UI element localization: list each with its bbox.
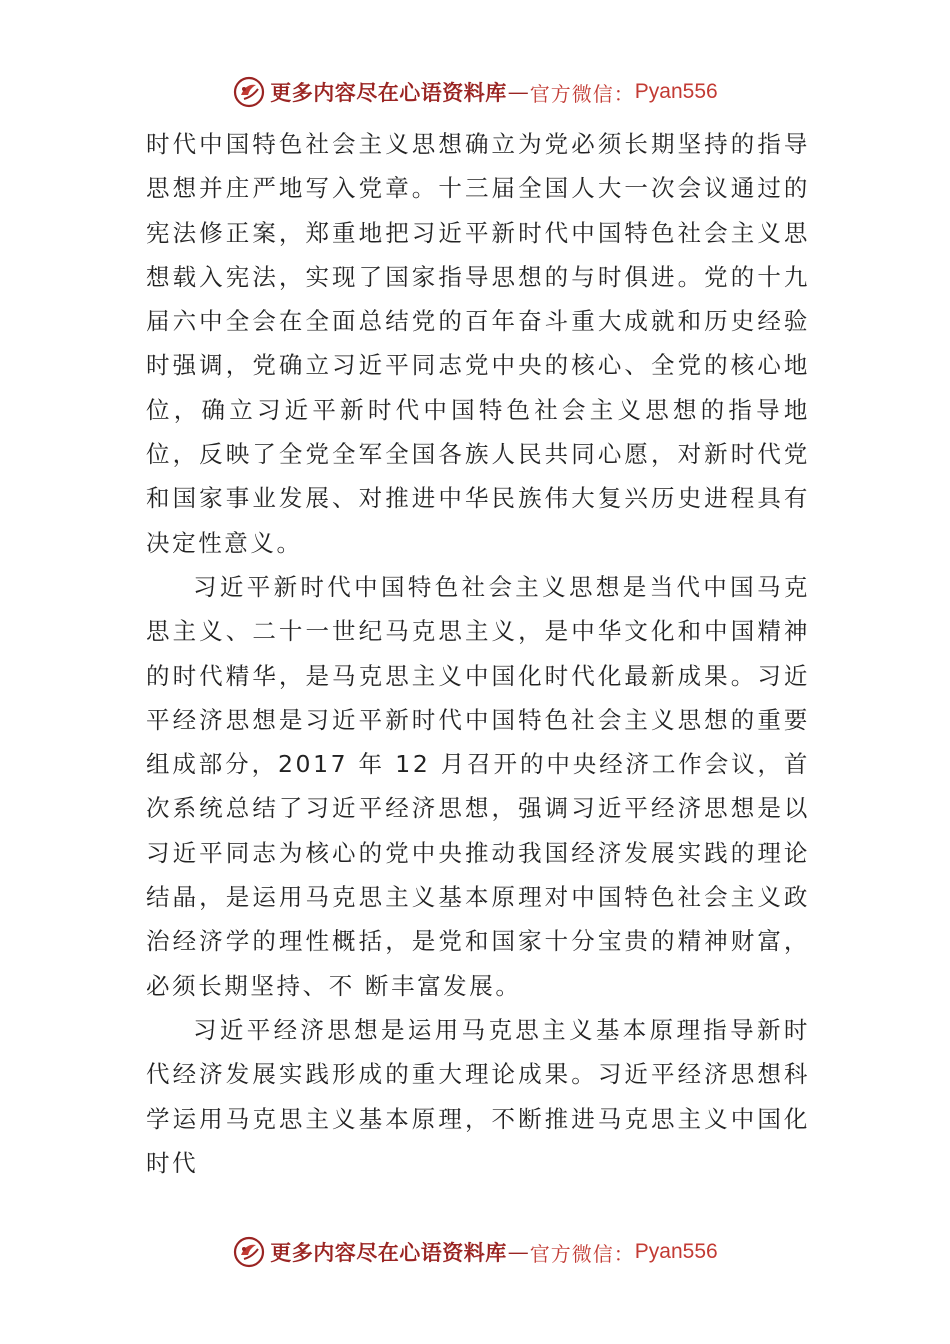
banner-wechat-id: Pyan556 bbox=[634, 80, 718, 103]
banner-separator: — bbox=[507, 80, 529, 104]
banner-wechat-id: Pyan556 bbox=[634, 1240, 718, 1263]
banner-separator: — bbox=[507, 1240, 529, 1264]
banner-main-text: 更多内容尽在心语资料库 bbox=[270, 1240, 507, 1265]
document-body bbox=[146, 122, 810, 1185]
banner-wechat-label: 官方微信： bbox=[529, 81, 635, 106]
xinyu-logo-icon bbox=[232, 1235, 266, 1269]
paragraph-2: 习近平新时代中国特色社会主义思想是当代中国马克思主义、二十一世纪马克思主义，是中华文化和中国精神的时代精华，是马克思主义中国化时代化最新成果。习近平经济思想是习近平新时代中国特色社会主义思想的重要组成部分，2017 年 12 月召开的中央经济工作会议，首次系统总结了习近平经济思想，强调习近平经济思想是以习近平同志为核心的党中央推动我国经济发展实践的理论结晶，是运用马克思主义基本原理对中国特色社会主义政治经济学的理性概括，是党和国家十分宝贵的精神财富，必须长期坚持、不 断丰富发展。 bbox=[146, 572, 810, 1000]
xinyu-logo-icon bbox=[232, 75, 266, 109]
paragraph-3: 习近平经济思想是运用马克思主义基本原理指导新时代经济发展实践形成的重大理论成果。习近平经济思想科学运用马克思主义基本原理，不断推进马克思主义中国化时代 bbox=[146, 1015, 810, 1177]
header-banner bbox=[0, 70, 950, 114]
footer-banner bbox=[0, 1230, 950, 1274]
banner-main-text: 更多内容尽在心语资料库 bbox=[270, 80, 507, 105]
paragraph-1: 时代中国特色社会主义思想确立为党必须长期坚持的指导思想并庄严地写入党章。十三届全国人大一次会议通过的宪法修正案，郑重地把习近平新时代中国特色社会主义思想载入宪法，实现了国家指导思想的与时俱进。党的十九届六中全会在全面总结党的百年奋斗重大成就和历史经验时强调，党确立习近平同志党中央的核心、全党的核心地位，确立习近平新时代中国特色社会主义思想的指导地位，反映了全党全军全国各族人民共同心愿，对新时代党和国家事业发展、对推进中华民族伟大复兴历史进程具有决定性意义。 bbox=[146, 130, 810, 557]
banner-wechat-label: 官方微信： bbox=[529, 1241, 635, 1266]
